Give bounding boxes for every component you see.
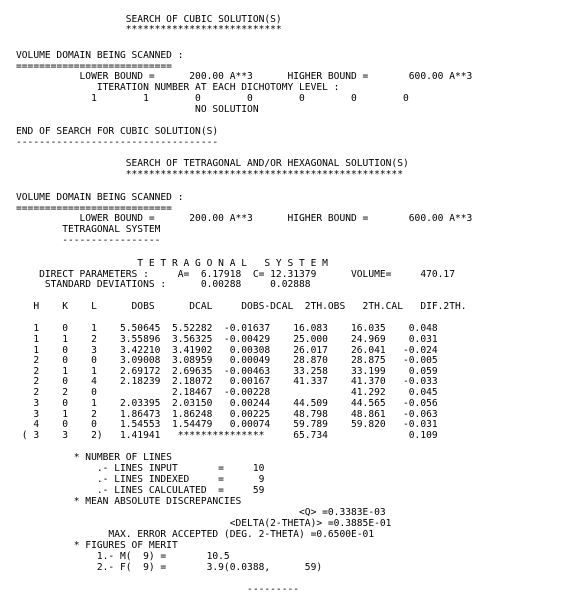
mean-delta-2theta-value: <DELTA(2-THETA)> =0.3885E-01 <box>16 518 392 529</box>
figure-of-merit-m: 1.- M( 9) = 10.5 <box>16 551 230 562</box>
tetragonal-bounds-line: LOWER BOUND = 200.00 A**3 HIGHER BOUND = 600.00 A**3 <box>16 213 473 224</box>
volume-domain-underline-2: =========================== <box>16 203 172 214</box>
table-row: 2 0 0 3.09008 3.08959 0.00049 28.870 28.875 -0.005 <box>16 355 438 366</box>
mean-discrepancies-heading: * MEAN ABSOLUTE DISCREPANCIES <box>16 496 242 507</box>
table-row: 2 1 1 2.69172 2.69635 -0.00463 33.258 33.199 0.059 <box>16 366 438 377</box>
standard-deviations-line: STANDARD DEVIATIONS : 0.00288 0.02888 <box>16 279 311 290</box>
direct-parameters-line: DIRECT PARAMETERS : A= 6.17918 C= 12.31379 VOLUME= 470.17 <box>16 269 455 280</box>
figure-of-merit-f: 2.- F( 9) = 3.9(0.0388, 59) <box>16 562 323 573</box>
lines-calculated: .- LINES CALCULATED = 59 <box>16 485 265 496</box>
lines-indexed: .- LINES INDEXED = 9 <box>16 474 265 485</box>
end-cubic-search-text: END OF SEARCH FOR CUBIC SOLUTION(S) <box>16 126 219 137</box>
table-row: 2 0 4 2.18239 2.18072 0.00167 41.337 41.370 -0.033 <box>16 376 438 387</box>
tetragonal-system-underline: ----------------- <box>16 235 161 246</box>
table-row: 3 1 2 1.86473 1.86248 0.00225 48.798 48.861 -0.063 <box>16 409 438 420</box>
figures-of-merit-heading: * FIGURES OF MERIT <box>16 540 178 551</box>
table-row: 4 0 0 1.54553 1.54479 0.00074 59.789 59.820 -0.031 <box>16 419 438 430</box>
no-solution-text: NO SOLUTION <box>16 104 259 115</box>
table-row: 2 2 0 2.18467 -0.00228 41.292 0.045 <box>16 387 438 398</box>
tetragonal-search-title: SEARCH OF TETRAGONAL AND/OR HEXAGONAL SOLUTION(S) <box>16 158 409 169</box>
volume-domain-heading: VOLUME DOMAIN BEING SCANNED : <box>16 50 184 61</box>
lines-input: .- LINES INPUT = 10 <box>16 463 265 474</box>
iteration-number-heading: ITERATION NUMBER AT EACH DICHOTOMY LEVEL : <box>16 82 340 93</box>
system-heading: T E T R A G O N A L S Y S T E M <box>16 258 328 269</box>
table-row-unindexed: ( 3 3 2) 1.41941 *************** 65.734 0.109 <box>16 430 438 441</box>
volume-domain-underline: =========================== <box>16 61 172 72</box>
cubic-search-title-underline: *************************** <box>16 24 282 35</box>
mean-q-value: <Q> =0.3383E-03 <box>16 507 386 518</box>
table-row: 1 0 3 3.42210 3.41902 0.00308 26.017 26.041 -0.024 <box>16 345 438 356</box>
end-cubic-search-underline: ----------------------------------- <box>16 137 219 148</box>
table-row: 1 0 1 5.50645 5.52282 -0.01637 16.083 16.035 0.048 <box>16 323 438 334</box>
end-separator: --------- <box>16 584 300 595</box>
table-row: 3 0 1 2.03395 2.03150 0.00244 44.509 44.565 -0.056 <box>16 398 438 409</box>
iteration-values: 1 1 0 0 0 0 0 <box>16 93 409 104</box>
table-header: H K L DOBS DCAL DOBS-DCAL 2TH.OBS 2TH.CAL DIF.2TH. <box>16 301 467 312</box>
volume-domain-heading-2: VOLUME DOMAIN BEING SCANNED : <box>16 192 184 203</box>
max-error-accepted: MAX. ERROR ACCEPTED (DEG. 2-THETA) =0.6500E-01 <box>16 529 375 540</box>
cubic-search-title: SEARCH OF CUBIC SOLUTION(S) <box>16 14 282 25</box>
table-row: 1 1 2 3.55896 3.56325 -0.00429 25.000 24.969 0.031 <box>16 334 438 345</box>
cubic-bounds-line: LOWER BOUND = 200.00 A**3 HIGHER BOUND = 600.00 A**3 <box>16 71 473 82</box>
number-of-lines-heading: * NUMBER OF LINES <box>16 452 172 463</box>
tetragonal-search-title-underline: ************************************************ <box>16 169 403 180</box>
tetragonal-system-label: TETRAGONAL SYSTEM <box>16 224 161 235</box>
